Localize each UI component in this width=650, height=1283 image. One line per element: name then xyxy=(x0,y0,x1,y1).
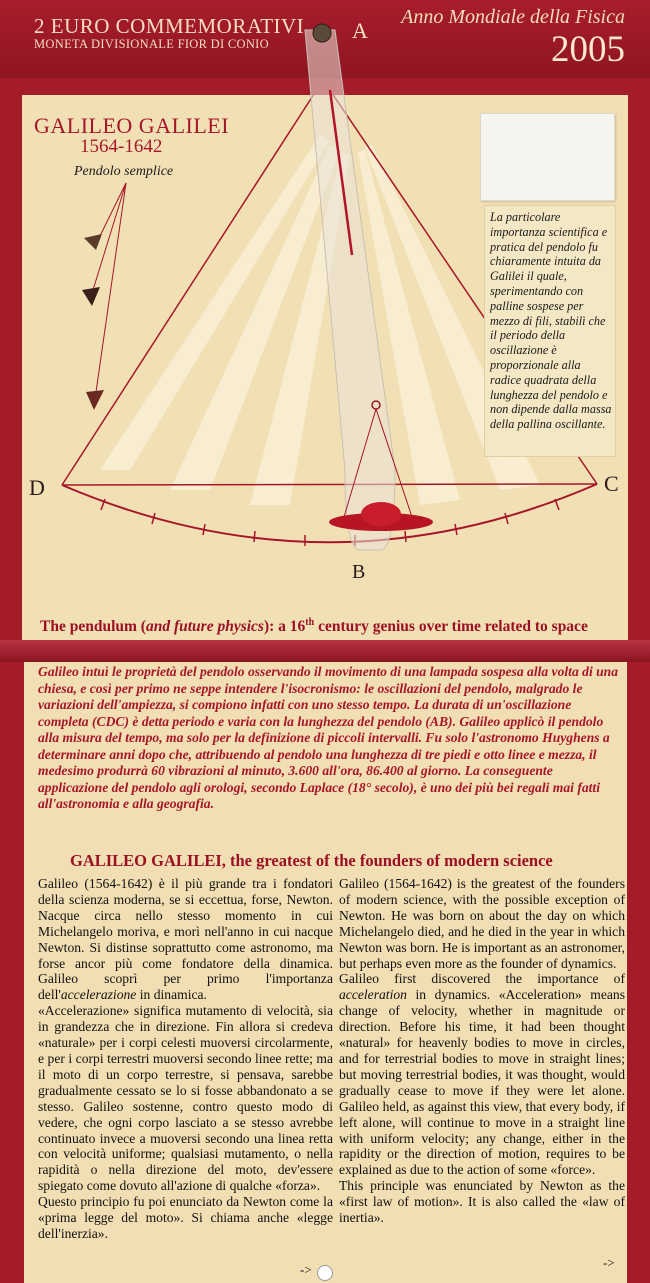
fold-band xyxy=(0,640,650,662)
pivot-screw xyxy=(313,24,331,42)
info-text: La particolare importanza scientifica e pratica del pendolo fu chiaramente intuita da Galilei il quale, sperimentando con palline sospese per mezzo di fili, stabilì che il periodo della oscillazione è proporzionale alla radice quadrata della lunghezza del pendolo e non dipende dalla massa della pallina oscillante. xyxy=(490,210,612,432)
mini-bob-1 xyxy=(84,234,102,250)
mini-bob-2 xyxy=(82,287,100,306)
header-year: 2005 xyxy=(551,29,625,70)
english-p1: Galileo (1564-1642) is the greatest of the founders of modern science, with the possible exception of Newton. He was born on about the day on which Michelangelo died, and he died in the year in which Newton was born. He is important as an astronomer, but perhaps even more as the founder of dynamics. xyxy=(339,876,625,971)
english-p3: This principle was enunciated by Newton as the «first law of motion». It is also called the «law of inertia». xyxy=(339,1178,625,1226)
panel-title: GALILEO GALILEI xyxy=(34,113,230,138)
section-title: GALILEO GALILEI, the greatest of the founders of modern science xyxy=(70,851,553,870)
pendulum-headline: The pendulum (and future physics): a 16th century genius over time related to space xyxy=(40,617,588,636)
pendulum-label: Pendolo semplice xyxy=(74,164,174,179)
hang-hole xyxy=(317,1265,333,1281)
next-arrow-italian: -> xyxy=(300,1262,312,1277)
italian-p2: «Accelerazione» significa mutamento di velocità, sia in grandezza che in direzione. Fin allora si credeva «naturale» per i corpi celesti muoversi circolarmente, e per i corpi terrestri muoversi secondo linee rette; ma il moto di un corpo terrestre, si pensava, sarebbe gradualmente cessato se lo si fosse abbandonato a se stesso. Galileo sostenne, contro questo modo di vedere, che ogni corpo lasciato a se stesso avrebbe continuato invece a muoversi secondo una linea retta con velocità uniforme; qualsiasi mutamento, o nella rapidità o nella direzione del moto, dev'essere spiegato come dovuto all'azione di qualche «forza». xyxy=(38,1003,333,1194)
label-b: B xyxy=(352,561,366,583)
mini-bob-3 xyxy=(86,390,104,410)
baseline-dc xyxy=(62,484,597,485)
pendulum-bob xyxy=(361,502,401,526)
coin-sticker xyxy=(480,113,615,201)
english-column xyxy=(339,876,625,1226)
label-a: A xyxy=(352,18,368,43)
italian-p3: Questo principio fu poi enunciato da Newton come la «prima legge del moto». Si chiama anche «legge dell'inerzia». xyxy=(38,1194,333,1241)
italian-p1: Galileo (1564-1642) è il più grande tra i fondatori della scienza moderna, se si eccettua, forse, Newton. Nacque circa nello stesso momento in cui Michelangelo moriva, e morì nell'anno in cui nacque Newton. Si distinse soprattutto come astronomo, ma forse ancor più come fondatore della dinamica. Galileo scoprì per primo l'importanza dell'accelerazione in dinamica. xyxy=(38,876,333,1003)
next-arrow-english: -> xyxy=(603,1255,615,1270)
swing-arc xyxy=(62,484,597,542)
english-p2: Galileo first discovered the importance of acceleration in dynamics. «Acceleration» means change of velocity, whether in magnitude or direction. Before his time, it had been thought «natural» for heavenly bodies to move in circles, and for terrestrial bodies to move in straight lines; but moving terrestrial bodies, it was thought, would gradually cease to move if they were let alone. Galileo held, as against this view, that every body, if left alone, will continue to move in a straight line with uniform velocity; any change, either in the rapidity or the direction of motion, requires to be explained as due to the action of some «force». xyxy=(339,971,625,1178)
header-year-title: Anno Mondiale della Fisica xyxy=(401,6,625,28)
header-title: 2 EURO COMMEMORATIVI xyxy=(34,14,305,38)
panel-years: 1564-1642 xyxy=(80,136,163,157)
label-d: D xyxy=(29,475,45,500)
header-subtitle: MONETA DIVISIONALE FIOR DI CONIO xyxy=(34,37,269,51)
label-c: C xyxy=(604,471,619,496)
italian-paragraph: Galileo intuì le proprietà del pendolo osservando il movimento di una lampada sospesa alla volta di una chiesa, e così per primo ne seppe intendere l'isocronismo: le oscillazioni del pendolo, malgrado le variazioni dell'ampiezza, si compiono infatti con uno stesso tempo. La durata di un'oscillazione completa (CDC) è detta periodo e varia con la lunghezza del pendolo (AB). Galileo applicò il pendolo alla misura del tempo, ma solo per la definizione di piccoli intervalli. Fu solo l'astronomo Huyghens a determinare anni dopo che, attribuendo al pendolo una lunghezza di tre piedi e otto linee e mezza, il medesimo produrrà 60 vibrazioni al minuto, 3.600 all'ora, 86.400 al giorno. La conseguente applicazione del pendolo agli orologi, secondo Laplace (18° secolo), è uno dei più bei regali mai fatti all'astronomia e alla geografia. xyxy=(38,664,619,811)
italian-column xyxy=(38,876,333,1242)
